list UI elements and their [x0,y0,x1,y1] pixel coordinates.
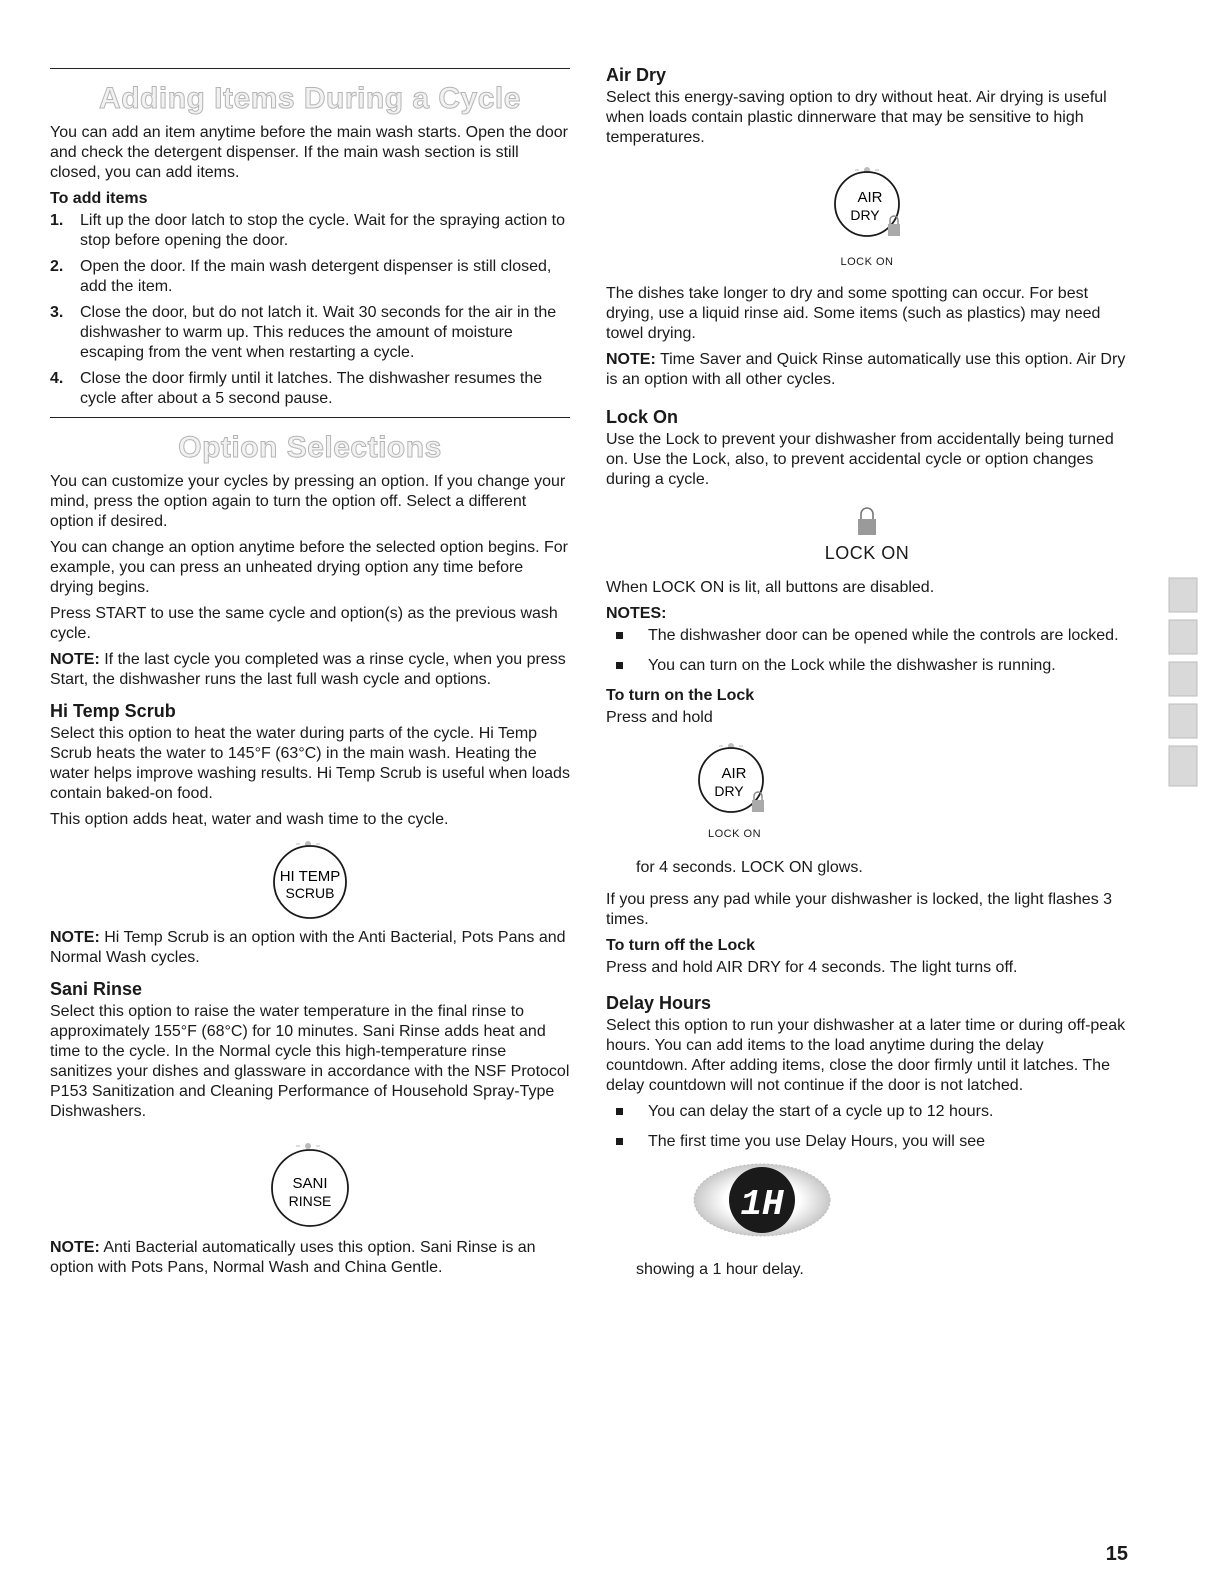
button-label-line2: SCRUB [285,885,335,901]
air-dry-heading: Air Dry [606,65,667,85]
button-label-line1: AIR [857,189,883,206]
sani-rinse-note [50,1238,570,1278]
turn-off-lock-text: Press and hold AIR DRY for 4 seconds. The light turns off. [606,959,1018,976]
button-label-line2: DRY [714,783,744,799]
note-label: NOTE: [50,651,100,668]
left-column [50,60,570,1284]
air-dry-button-icon [812,162,922,256]
bullet-square-icon [616,632,623,639]
hi-temp-note [50,928,570,968]
list-item [606,626,1128,646]
button-label-line1: SANI [292,1175,328,1192]
delay-notes-list [606,1102,1128,1152]
padlock-icon [888,216,900,236]
options-p3: Press START to use the same cycle and option(s) as the previous wash cycle. [50,605,558,642]
turn-on-lock-text: Press and hold [606,709,713,726]
sani-rinse-button-icon [250,1136,370,1234]
button-label-line2: DRY [850,207,880,223]
list-item [606,656,1128,676]
sani-rinse-p1: Select this option to raise the water temperature in the final rinse to approximately 155°F (68°C) for 10 minutes. Sani Rinse adds heat and time to the cycle. In the Normal cycle this high-temperature rinse sanitizes your dishes and glassware in accordance with the NSF Protocol P153 Sanitization and Cleaning Performance of Household Spray-Type Dishwashers. [50,1003,570,1120]
note-text: If the last cycle you completed was a rinse cycle, when you press Start, the dishwasher runs the last full wash cycle and options. [50,651,566,688]
step-4 [50,369,570,409]
display-readout: 1H [740,1184,784,1225]
page-number: 15 [1105,1543,1128,1565]
step-text: Close the door, but do not latch it. Wait 30 seconds for the air in the dishwasher to warm up. This reduces the amount of moisture escaping from the vent when restarting a cycle. [80,304,557,361]
padlock-icon [855,506,879,536]
step-number: 1. [50,212,64,229]
button-label-line2: RINSE [288,1193,332,1209]
lock-notes-list [606,626,1128,676]
hi-temp-p1: Select this option to heat the water during parts of the cycle. Hi Temp Scrub heats the water to 145°F (63°C) in the main wash. Heating the water helps improve washing results. Hi Temp Scrub is useful when loads contain baked-on food. [50,725,570,802]
note-text: Time Saver and Quick Rinse automatically use this option. Air Dry is an option with all other cycles. [606,351,1126,388]
list-item-text: You can delay the start of a cycle up to 12 hours. [648,1103,994,1120]
list-item-text: The first time you use Delay Hours, you will see [648,1133,986,1150]
step-1 [50,211,570,251]
side-tab-icon [1163,572,1203,794]
list-item-text: The dishwasher door can be opened while the controls are locked. [648,627,1119,644]
lock-on-heading: Lock On [606,407,679,427]
list-item [606,1102,1128,1122]
hi-temp-scrub-button-icon [250,836,370,924]
air-dry-p1: Select this energy-saving option to dry without heat. Air drying is useful when loads contain plastic dinnerware that may be sensitive to high temperatures. [606,89,1107,146]
padlock-icon [752,792,764,812]
bullet-square-icon [616,1108,623,1115]
delay-display-icon [692,1162,832,1238]
note-text: Anti Bacterial automatically uses this option. Sani Rinse is an option with Pots Pans, Normal Wash and China Gentle. [50,1239,536,1276]
step-number: 4. [50,370,64,387]
turn-on-lock-heading: To turn on the Lock [606,687,755,704]
options-p2: You can change an option anytime before the selected option begins. For example, you can press an unheated drying option any time before drying begins. [50,539,568,596]
air-dry-p2: The dishes take longer to dry and some spotting can occur. For best drying, use a liquid rinse aid. Some items (such as plastics) may need towel drying. [606,285,1101,342]
list-item-text: You can turn on the Lock while the dishwasher is running. [648,657,1056,674]
option-selections-title: Option Selections [178,431,442,464]
options-note [50,650,570,690]
section-divider [50,68,570,69]
note-text: Hi Temp Scrub is an option with the Anti Bacterial, Pots Pans and Normal Wash cycles. [50,929,566,966]
lock-on-label: LOCK ON [840,256,894,268]
lock-indicator [606,506,1128,541]
step-2 [50,257,570,297]
to-add-items-heading: To add items [50,190,148,207]
bullet-square-icon [616,1138,623,1145]
hi-temp-scrub-heading: Hi Temp Scrub [50,701,176,721]
options-p1: You can customize your cycles by pressing an option. If you change your mind, press the option again to turn the option off. Select a different option if desired. [50,473,566,530]
right-column [606,60,1128,1286]
step-text: Open the door. If the main wash detergent dispenser is still closed, add the item. [80,258,552,295]
lock-on-p2: When LOCK ON is lit, all buttons are disabled. [606,579,935,596]
delay-hours-heading: Delay Hours [606,993,712,1013]
lock-on-p3: If you press any pad while your dishwasher is locked, the light flashes 3 times. [606,891,1113,928]
step-number: 3. [50,304,64,321]
adding-intro: You can add an item anytime before the main wash starts. Open the door and check the detergent dispenser. If the main wash section is still closed, you can add items. [50,124,568,181]
hi-temp-p2: This option adds heat, water and wash time to the cycle. [50,811,449,828]
add-items-steps [50,211,570,409]
step-text: Lift up the door latch to stop the cycle. Wait for the spraying action to stop before opening the door. [80,212,565,249]
indicator-light-icon [296,1143,320,1149]
delay-hours-p1: Select this option to run your dishwasher at a later time or during off-peak hours. You can add items to the load anytime during the delay countdown. After adding items, close the door firmly until it latches. The delay countdown will not continue if the door is not latched. [606,1017,1126,1094]
list-item [606,1132,1128,1152]
section-divider [50,417,570,418]
button-label-line1: AIR [721,765,747,782]
lock-on-label: LOCK ON [708,828,762,840]
step-3 [50,303,570,363]
lock-on-p1: Use the Lock to prevent your dishwasher from accidentally being turned on. Use the Lock, also, to prevent accidental cycle or option changes during a cycle. [606,431,1114,488]
after-button-text: for 4 seconds. LOCK ON glows. [636,859,863,876]
air-dry-note [606,350,1128,390]
lock-on-large-label: LOCK ON [824,543,910,563]
adding-items-title: Adding Items During a Cycle [99,82,521,115]
step-text: Close the door firmly until it latches. The dishwasher resumes the cycle after about a 5 second pause. [80,370,543,407]
step-number: 2. [50,258,64,275]
note-label: NOTE: [606,351,656,368]
air-dry-button-icon [676,738,786,832]
bullet-square-icon [616,662,623,669]
sani-rinse-heading: Sani Rinse [50,979,143,999]
notes-heading: NOTES: [606,605,667,622]
button-label-line1: HI TEMP [279,868,341,885]
note-label: NOTE: [50,929,100,946]
turn-off-lock-heading: To turn off the Lock [606,937,756,954]
note-label: NOTE: [50,1239,100,1256]
after-display-text: showing a 1 hour delay. [636,1261,804,1278]
